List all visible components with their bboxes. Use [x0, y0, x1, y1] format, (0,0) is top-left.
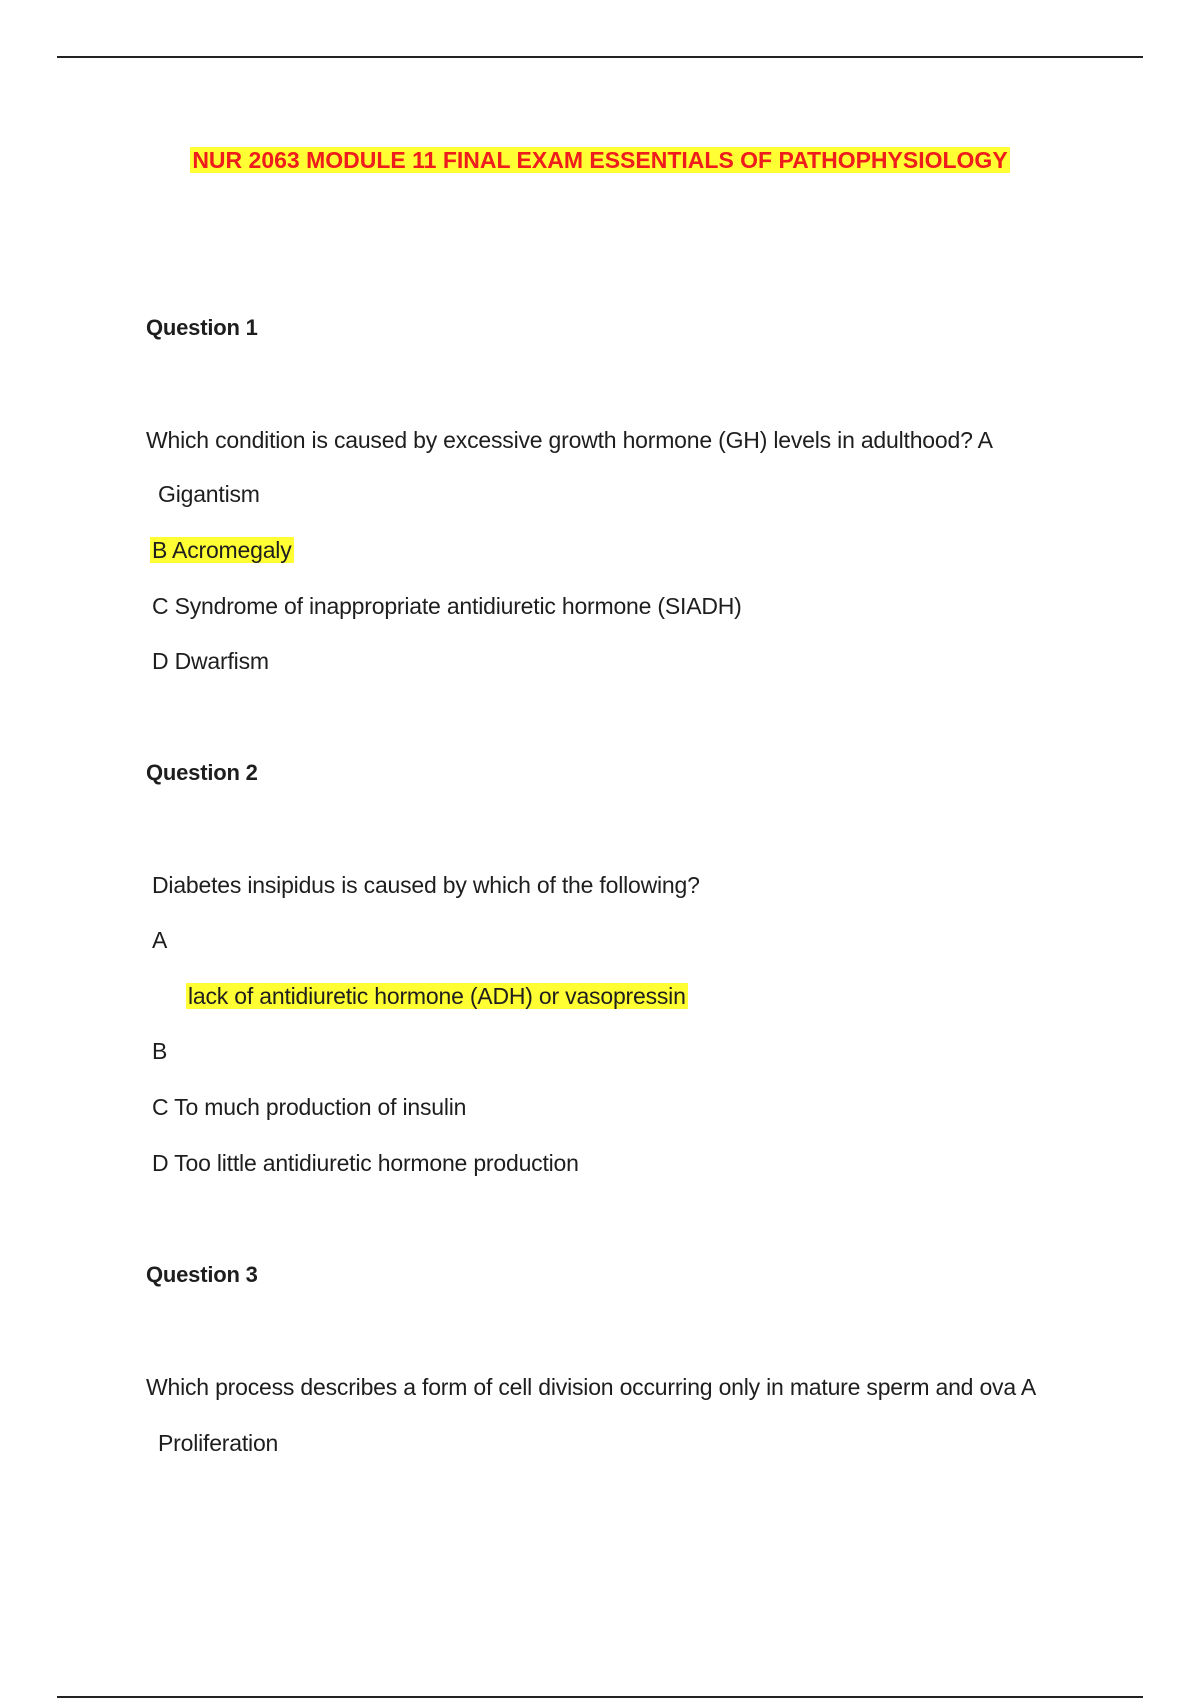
question-1-option-b	[150, 535, 294, 565]
question-1-stem: Which condition is caused by excessive growth hormone (GH) levels in adulthood? A	[146, 427, 993, 453]
question-1-option-a: Gigantism	[158, 481, 260, 507]
question-1-option-d: D Dwarfism	[152, 648, 269, 674]
question-2-stem: Diabetes insipidus is caused by which of the following?	[152, 872, 700, 898]
question-1-option-c: C Syndrome of inappropriate antidiuretic hormone (SIADH)	[152, 593, 742, 619]
question-2-heading: Question 2	[146, 760, 258, 785]
question-2-option-a-letter: A	[152, 927, 168, 953]
question-1-option-b-highlight: B Acromegaly	[152, 537, 292, 563]
question-2-option-a	[186, 981, 688, 1011]
question-2-option-a-highlight: lack of antidiuretic hormone (ADH) or vasopressin	[188, 983, 686, 1009]
question-2-option-b: B	[152, 1038, 168, 1064]
question-3-option-a: Proliferation	[158, 1430, 279, 1456]
question-2-option-d: D Too little antidiuretic hormone production	[152, 1150, 579, 1176]
question-3-stem: Which process describes a form of cell division occurring only in mature sperm and ova A	[146, 1374, 1037, 1400]
document-title	[0, 144, 1200, 176]
question-2-option-c: C To much production of insulin	[152, 1094, 467, 1120]
footer-rule	[57, 1696, 1143, 1698]
document-title-text: NUR 2063 MODULE 11 FINAL EXAM ESSENTIALS OF PATHOPHYSIOLOGY	[192, 147, 1008, 173]
question-1-heading: Question 1	[146, 315, 258, 340]
question-3-heading: Question 3	[146, 1262, 258, 1287]
header-rule	[57, 56, 1143, 58]
